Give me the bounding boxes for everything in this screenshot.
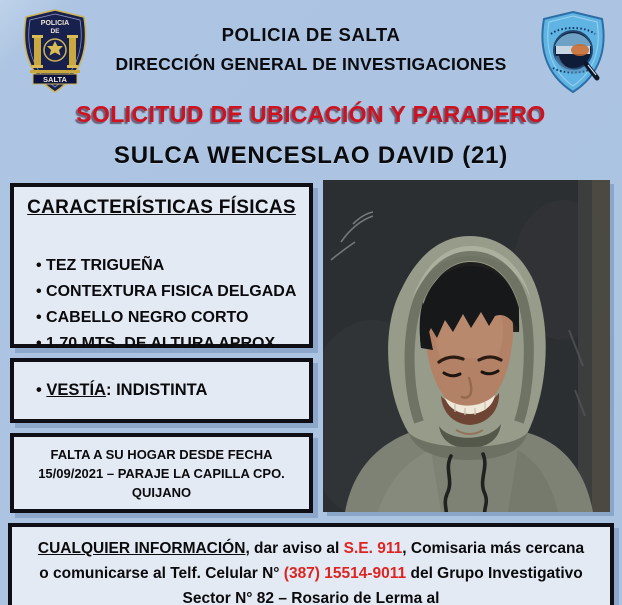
contact-text	[32, 536, 590, 605]
poster-title: SOLICITUD DE UBICACIÓN Y PARADERO	[76, 101, 546, 127]
crest-text-policia: POLICIA	[40, 20, 70, 27]
contact-segment-2: , dar aviso al	[245, 540, 344, 557]
missing-line-2: 15/09/2021 – PARAJE LA CAPILLA CPO.	[38, 465, 285, 481]
physical-item-height: • 1.70 MTS. DE ALTURA APROX.	[36, 331, 299, 357]
physical-characteristics-list	[24, 253, 299, 357]
clothing-box	[10, 358, 313, 423]
physical-item-build: • CONTEXTURA FISICA DELGADA	[36, 279, 299, 305]
clothing-value: : INDISTINTA	[105, 381, 208, 399]
physical-characteristics-heading: CARACTERÍSTICAS FÍSICAS	[27, 197, 296, 218]
physical-item-hair: • CABELLO NEGRO CORTO	[36, 305, 299, 331]
physical-item-skin: • TEZ TRIGUEÑA	[36, 253, 299, 279]
agency-title: POLICIA DE SALTA	[221, 24, 401, 45]
missing-person-name: SULCA WENCESLAO DAVID (21)	[113, 142, 509, 169]
crest-text-de: DE	[50, 28, 60, 35]
contact-emergency-number: S.E. 911	[343, 540, 403, 557]
missing-since-box	[10, 433, 313, 513]
crest-text-salta: SALTA	[43, 75, 67, 84]
department-title: DIRECCIÓN GENERAL DE INVESTIGACIONES	[115, 54, 507, 74]
physical-characteristics-box	[10, 183, 313, 352]
missing-line-3: QUIJANO	[131, 484, 192, 500]
header-text-block	[70, 24, 552, 75]
contact-info-box	[8, 523, 614, 605]
contact-cell-number: (387) 15514-9011	[283, 565, 407, 582]
missing-person-photo	[323, 180, 610, 512]
contact-segment-6: del Grupo Investigativo Sector N° 82 – Rosario de Lerma al	[182, 565, 583, 605]
contact-any-information-label: CUALQUIER INFORMACIÓN	[37, 540, 246, 557]
missing-line-1: FALTA A SU HOGAR DESDE FECHA	[50, 446, 273, 462]
clothing-label: VESTÍA	[46, 381, 106, 399]
missing-person-photo-illustration	[323, 180, 610, 512]
contact-segment-4: , Comisaria más cercana o comunicarse al Telf. Celular N°	[39, 540, 585, 582]
clothing-line	[36, 381, 207, 400]
